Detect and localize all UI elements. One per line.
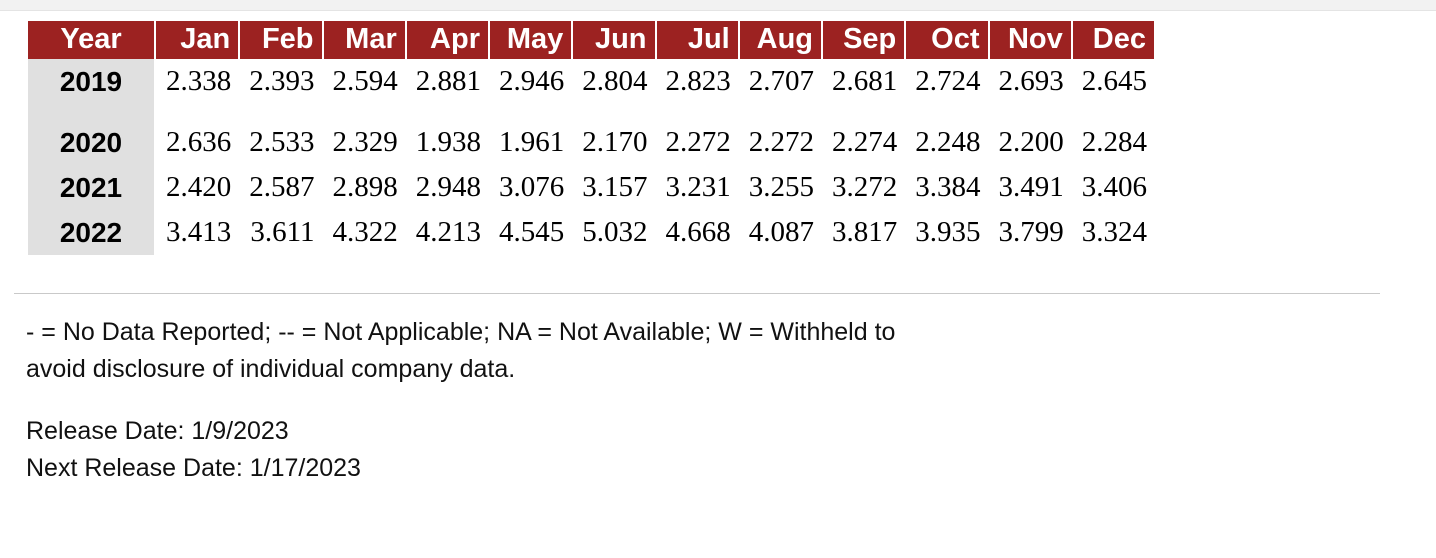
- row-label-2020: 2020: [28, 120, 155, 165]
- row-label-2021: 2021: [28, 165, 155, 210]
- table-header-row: [28, 21, 1155, 59]
- cell: 2.881: [415, 65, 481, 98]
- cell: 2.274: [832, 126, 898, 159]
- cell: 4.213: [415, 216, 481, 249]
- release-date: Release Date: 1/9/2023: [26, 416, 289, 445]
- footnote-line-1: - = No Data Reported; -- = Not Applicable; NA = Not Available; W = Withheld to: [26, 318, 896, 347]
- cell: 2.338: [166, 65, 232, 98]
- cell: 2.645: [1081, 65, 1147, 98]
- spacer-year-cell: [28, 104, 155, 120]
- cell: 3.799: [998, 216, 1064, 249]
- table-row: [28, 210, 1155, 255]
- cell: 5.032: [582, 216, 648, 249]
- cell: 2.420: [166, 171, 232, 204]
- column-header-may: May: [489, 21, 572, 59]
- column-header-jan: Jan: [155, 21, 239, 59]
- monthly-data-table: [28, 21, 1156, 255]
- cell: 2.898: [332, 171, 398, 204]
- cell: 2.946: [499, 65, 565, 98]
- spacer-cell: [155, 104, 1155, 120]
- row-label-2022: 2022: [28, 210, 155, 255]
- table-row: [28, 165, 1155, 210]
- cell: 3.076: [499, 171, 565, 204]
- cell: 1.938: [415, 126, 481, 159]
- cell: 2.636: [166, 126, 232, 159]
- cell: 2.707: [748, 65, 814, 98]
- cell: 2.948: [415, 171, 481, 204]
- footnote-line-2: avoid disclosure of individual company data.: [26, 354, 516, 383]
- cell: 4.087: [748, 216, 814, 249]
- cell: 2.804: [582, 65, 648, 98]
- cell: 3.491: [998, 171, 1064, 204]
- cell: 3.324: [1081, 216, 1147, 249]
- cell: 2.329: [332, 126, 398, 159]
- column-header-aug: Aug: [739, 21, 822, 59]
- release-info: [26, 413, 1436, 487]
- next-release-date: Next Release Date: 1/17/2023: [26, 453, 361, 482]
- cell: 3.611: [250, 216, 315, 249]
- cell: 2.170: [582, 126, 648, 159]
- cell: 1.961: [499, 126, 565, 159]
- cell: 3.413: [166, 216, 232, 249]
- table-body: [28, 59, 1155, 255]
- cell: 2.823: [665, 65, 731, 98]
- cell: 3.255: [748, 171, 814, 204]
- cell: 4.545: [499, 216, 565, 249]
- cell: 2.393: [249, 65, 315, 98]
- cell: 3.406: [1081, 171, 1147, 204]
- cell: 2.724: [915, 65, 981, 98]
- footnotes: [26, 314, 1376, 387]
- table-header: [28, 21, 1155, 59]
- cell: 2.594: [332, 65, 398, 98]
- divider: [14, 293, 1380, 294]
- cell: 3.817: [832, 216, 898, 249]
- column-header-apr: Apr: [406, 21, 489, 59]
- column-header-jun: Jun: [572, 21, 655, 59]
- top-strip: [0, 0, 1436, 11]
- cell: 3.231: [665, 171, 731, 204]
- cell: 2.681: [832, 65, 898, 98]
- cell: 2.533: [249, 126, 315, 159]
- cell: 2.284: [1081, 126, 1147, 159]
- cell: 4.322: [332, 216, 398, 249]
- column-header-jul: Jul: [656, 21, 739, 59]
- cell: 2.200: [998, 126, 1064, 159]
- table-row-spacer: [28, 104, 1155, 120]
- row-label-2019: 2019: [28, 59, 155, 104]
- column-header-feb: Feb: [239, 21, 322, 59]
- table-row: [28, 59, 1155, 104]
- column-header-oct: Oct: [905, 21, 988, 59]
- column-header-nov: Nov: [989, 21, 1072, 59]
- column-header-mar: Mar: [323, 21, 406, 59]
- cell: 3.935: [915, 216, 981, 249]
- cell: 2.248: [915, 126, 981, 159]
- page-content: [0, 21, 1436, 487]
- cell: 3.272: [832, 171, 898, 204]
- cell: 2.272: [665, 126, 731, 159]
- cell: 2.272: [748, 126, 814, 159]
- column-header-dec: Dec: [1072, 21, 1155, 59]
- table-row: [28, 120, 1155, 165]
- column-header-sep: Sep: [822, 21, 905, 59]
- cell: 2.587: [249, 171, 315, 204]
- column-header-year: Year: [28, 21, 155, 59]
- cell: 3.157: [582, 171, 648, 204]
- cell: 2.693: [998, 65, 1064, 98]
- cell: 3.384: [915, 171, 981, 204]
- cell: 4.668: [665, 216, 731, 249]
